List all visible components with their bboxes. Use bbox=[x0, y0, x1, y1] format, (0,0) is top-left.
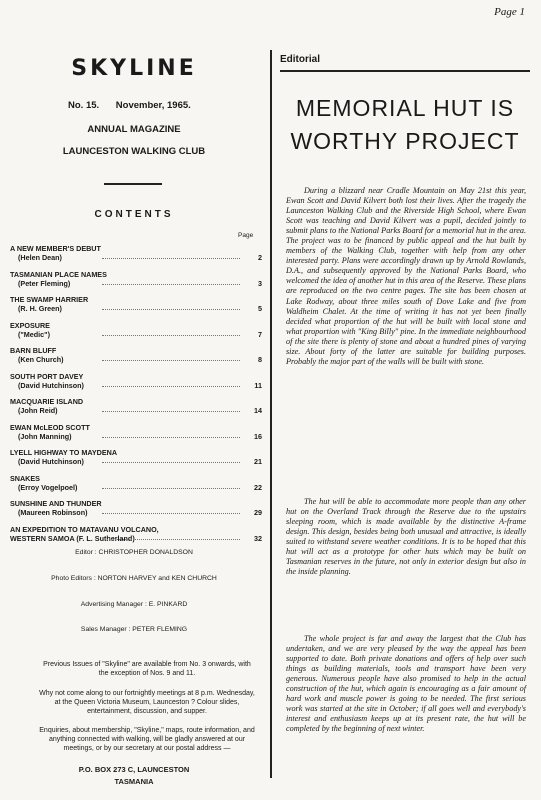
contents-item-page: 11 bbox=[254, 380, 262, 390]
sales-credit: Sales Manager : PETER FLEMING bbox=[80, 626, 188, 633]
enquiries-note: Enquiries, about membership, "Skyline," maps, route information, and anything connected with walking, will be gladly answered at our meetings, or by our secretary at our postal address — bbox=[39, 727, 255, 752]
contents-item-title: MACQUARIE ISLAND bbox=[10, 397, 84, 406]
previous-issues-note: Previous Issues of "Skyline" are available from No. 3 onwards, with the exception of Nos. 9 and 11. bbox=[43, 661, 251, 677]
contents-item-title: EWAN McLEOD SCOTT bbox=[10, 422, 90, 432]
contents-item-title: SNAKES bbox=[10, 473, 40, 483]
editorial-paragraph-1: During a blizzard near Cradle Mountain on May 21st this year, Ewan Scott and David Kilvert both lost their lives. After the tragedy the Launceston Walking Club and the Riverside High School, where Ewan Scott was teaching and David Kilvert was a pupil, decided jointly to submit plans to the National Parks Board for a memorial hut in the area. The project was to be financed by public appeal and the hut built by members of the Walking Club, together with help from any other interested party. Plans were accordingly drawn up by Arnold Rowlands, D.A., and subsequently approved by the National Parks Board, who welcomed the idea of another hut in this area of the Reserve. These plans are reproduced on the two centre pages. The site has been chosen at Lake Rodway, about three miles south of Dove Lake and five from Waldheim Chalet. At the time of writing it has not yet been finally decided what proportion of the hut will be built with local stone and what proportion with "King Billy" pine. In the immediate neighbourhood of the site there is plenty of stone and about a hundred pines of varying size. About forty of the latter are suitable for building purposes. Probably the major part of the walls will be built with stone. bbox=[286, 186, 526, 366]
column-divider bbox=[270, 50, 272, 778]
contents-item bbox=[10, 397, 262, 423]
contents-item-title: BARN BLUFF bbox=[10, 346, 57, 355]
contents-item bbox=[10, 499, 262, 525]
contents-item bbox=[10, 423, 262, 449]
headline-line-1: MEMORIAL HUT IS bbox=[295, 95, 515, 121]
advertising-credit: Advertising Manager : E. PINKARD bbox=[80, 601, 188, 608]
contents-item bbox=[10, 270, 262, 296]
page-column-label: Page bbox=[238, 232, 254, 239]
contents-item-author: (John Reid) bbox=[18, 406, 58, 415]
contents-item-page: 22 bbox=[254, 482, 262, 492]
contents-item-title: SUNSHINE AND THUNDER bbox=[10, 499, 102, 508]
contents-leader-dots bbox=[102, 411, 240, 412]
contents-item-page: 29 bbox=[254, 508, 262, 517]
contents-item-page: 7 bbox=[258, 329, 262, 339]
contents-item bbox=[10, 321, 262, 347]
contents-item-title-continued: WESTERN SAMOA (F. L. Sutherland) bbox=[10, 533, 135, 543]
contents-leader-dots bbox=[102, 513, 240, 514]
contents-item-page: 8 bbox=[258, 355, 262, 364]
contents-item bbox=[10, 474, 262, 500]
contents-item bbox=[10, 372, 262, 398]
contents-heading: CONTENTS bbox=[94, 209, 174, 220]
contents-item-author: (Ken Church) bbox=[18, 355, 64, 364]
headline-line-2: WORTHY PROJECT bbox=[290, 128, 520, 155]
editorial-paragraph-3: The whole project is far and away the largest that the Club has undertaken, and we are very pleased by the way the appeal has been supported to date. Both private donations and offers of help over such things as building materials, tools and transport have been very generous. Numerous people have also promised to help in the actual construction of the hut, which again is encouraging as a fair amount of hard work and muscle power is going to be needed. The first serious work was started at the site in October; if all goes well and everybody's interest and enthusiasm keeps up at its present rate, the hut will be completed by the beginning of next winter. bbox=[286, 634, 526, 734]
masthead-title: SKYLINE bbox=[71, 56, 197, 81]
contents-leader-dots bbox=[102, 360, 240, 361]
contents-leader-dots bbox=[102, 386, 240, 387]
page-number: Page 1 bbox=[494, 6, 525, 18]
editor-credit: Editor : CHRISTOPHER DONALDSON bbox=[75, 549, 193, 556]
club-name: LAUNCESTON WALKING CLUB bbox=[62, 146, 206, 157]
contents-item-author: (R. H. Green) bbox=[18, 304, 62, 313]
contents-list bbox=[10, 244, 262, 550]
contents-item-page: 2 bbox=[258, 253, 262, 262]
editorial-rule bbox=[280, 70, 530, 72]
contents-item-page: 5 bbox=[258, 304, 262, 313]
photo-editors-credit: Photo Editors : NORTON HARVEY and KEN CHURCH bbox=[51, 575, 217, 582]
contents-item-page: 16 bbox=[254, 431, 262, 441]
contents-leader-dots bbox=[102, 539, 240, 540]
contents-item-page: 14 bbox=[254, 406, 262, 415]
contents-item bbox=[10, 448, 262, 474]
contents-leader-dots bbox=[102, 309, 240, 310]
contents-leader-dots bbox=[102, 462, 240, 463]
contents-item bbox=[10, 295, 262, 321]
contents-item-title: LYELL HIGHWAY TO MAYDENA bbox=[10, 448, 118, 457]
contents-item-page: 21 bbox=[254, 457, 262, 466]
contents-leader-dots bbox=[102, 488, 240, 489]
postal-address: P.O. BOX 273 C, LAUNCESTON bbox=[78, 765, 190, 774]
contents-item-title: TASMANIAN PLACE NAMES bbox=[10, 269, 107, 279]
contents-leader-dots bbox=[102, 258, 240, 259]
contents-item-title: SOUTH PORT DAVEY bbox=[10, 371, 84, 381]
meetings-note: Why not come along to our fortnightly meetings at 8 p.m. Wednesday, at the Queen Victoria Museum, Launceston ? Colour slides, entertainment, discussion, and supper. bbox=[39, 690, 255, 715]
contents-item-title: THE SWAMP HARRIER bbox=[10, 295, 89, 304]
contents-leader-dots bbox=[102, 437, 240, 438]
contents-item-title: EXPOSURE bbox=[10, 320, 50, 330]
contents-item-author: (Erroy Vogelpoel) bbox=[18, 482, 78, 492]
contents-item-title: AN EXPEDITION TO MATAVANU VOLCANO, bbox=[10, 524, 159, 534]
contents-item-page: 3 bbox=[258, 278, 262, 288]
contents-leader-dots bbox=[102, 335, 240, 336]
annual-magazine-label: ANNUAL MAGAZINE bbox=[87, 124, 181, 135]
editorial-headline bbox=[280, 92, 530, 159]
editorial-label: Editorial bbox=[280, 54, 321, 65]
contents-item bbox=[10, 525, 262, 551]
postal-state: TASMANIA bbox=[114, 777, 154, 786]
contents-item-author: (Maureen Robinson) bbox=[18, 508, 88, 517]
contents-item-author: (David Hutchinson) bbox=[18, 457, 84, 466]
contents-item bbox=[10, 244, 262, 270]
issue-line bbox=[68, 100, 205, 111]
contents-item-page: 32 bbox=[254, 533, 262, 543]
issue-number: No. 15. bbox=[68, 100, 100, 111]
contents-item-author: (Helen Dean) bbox=[18, 253, 62, 262]
contents-item-author: (Peter Fleming) bbox=[18, 278, 71, 288]
contents-item bbox=[10, 346, 262, 372]
contents-leader-dots bbox=[102, 284, 240, 285]
editorial-paragraph-2: The hut will be able to accommodate more people than any other hut on the Overland Track through the Reserve due to the upstairs sleeping room, which is made available by the distinctive A-frame design. This design, besides being both unusual and attractive, is ideally suited to withstand severe weather conditions. It is to be hoped that this hut will act as a prototype for other huts which may be built on Tasmanian reserves in the future, not only in exterior design but also in the inside planning. bbox=[286, 497, 526, 577]
issue-date: November, 1965. bbox=[115, 100, 191, 111]
contents-item-title: A NEW MEMBER'S DEBUT bbox=[10, 244, 101, 253]
contents-item-author: ("Medic") bbox=[18, 329, 50, 339]
contents-item-author: (John Manning) bbox=[18, 431, 72, 441]
contents-item-author: (David Hutchinson) bbox=[18, 380, 84, 390]
divider bbox=[104, 183, 162, 185]
